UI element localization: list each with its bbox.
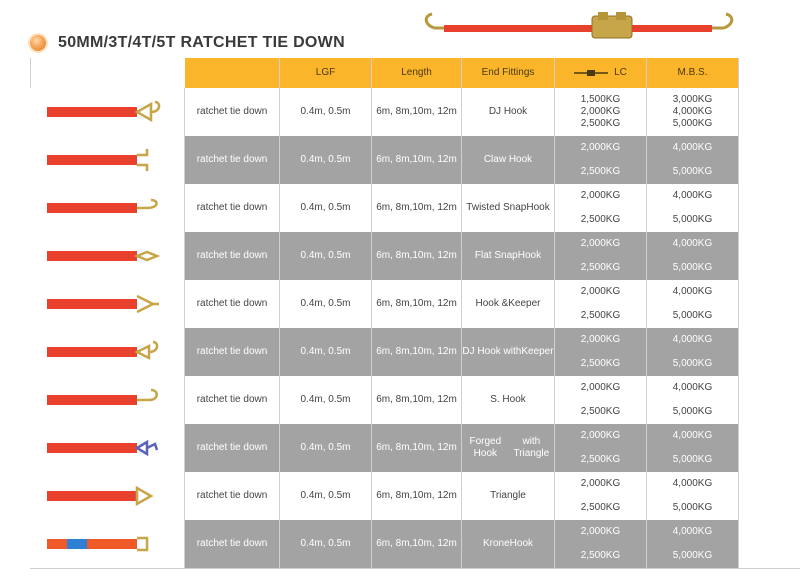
lgf-value: [280, 232, 372, 280]
dj-hook-icon: [47, 98, 167, 126]
product-desc: [185, 232, 280, 280]
length-value: [372, 472, 462, 520]
fitting-line-1: Forged Hook: [469, 436, 502, 459]
length-line-1: 6m, 8m,: [376, 250, 413, 261]
header-lc: [555, 58, 647, 88]
forged-hook-triangle-icon: [47, 434, 167, 462]
lc-cell: [555, 280, 647, 328]
mbs-cell: [647, 184, 739, 232]
product-desc: [185, 88, 280, 136]
lc-cell: [555, 472, 647, 520]
desc-text: ratchet tie down: [196, 442, 268, 453]
lc-value: 2,000KG: [580, 382, 621, 393]
lc-value: 2,000KG: [580, 334, 621, 345]
length-value: [372, 280, 462, 328]
desc-text: ratchet tie down: [196, 202, 268, 213]
lgf-text: 0.4m, 0.5m: [300, 298, 351, 309]
end-fitting-value: [462, 136, 555, 184]
length-line-2: 10m, 12m: [412, 298, 457, 309]
mbs-cell: [647, 136, 739, 184]
fitting-line-1: S. Hook: [490, 394, 526, 405]
header-length: Length: [372, 58, 462, 88]
length-arrow-icon: [574, 69, 608, 77]
lgf-value: [280, 136, 372, 184]
lc-value: 2,500KG: [580, 550, 621, 561]
length-value: [372, 232, 462, 280]
product-desc: [185, 184, 280, 232]
length-line-2: 10m, 12m: [412, 346, 457, 357]
desc-text: ratchet tie down: [196, 298, 268, 309]
mbs-value: 4,000KG: [672, 478, 713, 489]
mbs-cell: [647, 280, 739, 328]
table-row: [30, 520, 800, 568]
lc-cell: [555, 184, 647, 232]
lgf-value: [280, 424, 372, 472]
strap-image-cell: [30, 88, 185, 136]
header-product: [185, 58, 280, 88]
lgf-value: [280, 520, 372, 568]
mbs-cell: [647, 88, 739, 136]
fitting-line-1: Claw Hook: [483, 154, 533, 165]
mbs-value: 5,000KG: [672, 118, 713, 129]
header-end-fittings: End Fittings: [462, 58, 555, 88]
desc-text: ratchet tie down: [196, 106, 268, 117]
table-row: [30, 136, 800, 184]
mbs-value: 5,000KG: [672, 166, 713, 177]
product-desc: [185, 520, 280, 568]
fitting-line-2: Hook: [517, 250, 542, 261]
mbs-value: 5,000KG: [672, 214, 713, 225]
fitting-line-1: DJ Hook: [488, 106, 528, 117]
header-lc-label: LC: [614, 67, 627, 78]
length-line-2: 10m, 12m: [412, 154, 457, 165]
hook-keeper-icon: [47, 290, 167, 318]
lgf-value: [280, 376, 372, 424]
product-desc: [185, 376, 280, 424]
mbs-value: 4,000KG: [672, 526, 713, 537]
length-value: [372, 520, 462, 568]
table-header: [30, 58, 800, 88]
lc-cell: [555, 136, 647, 184]
lc-value: 2,500KG: [580, 310, 621, 321]
lc-value: 2,500KG: [580, 502, 621, 513]
desc-text: ratchet tie down: [196, 250, 268, 261]
fitting-line-1: Flat Snap: [474, 250, 518, 261]
flat-snap-hook-icon: [47, 242, 167, 270]
length-line-2: 10m, 12m: [412, 202, 457, 213]
mbs-value: 4,000KG: [672, 334, 713, 345]
mbs-value: 4,000KG: [672, 142, 713, 153]
desc-text: ratchet tie down: [196, 394, 268, 405]
lc-cell: [555, 424, 647, 472]
table-row: [30, 232, 800, 280]
fitting-line-1: Hook &: [475, 298, 509, 309]
mbs-cell: [647, 328, 739, 376]
fitting-line-2: Hook: [526, 202, 550, 213]
strap-image-cell: [30, 232, 185, 280]
mbs-value: 5,000KG: [672, 550, 713, 561]
length-line-2: 10m, 12m: [412, 538, 457, 549]
lgf-text: 0.4m, 0.5m: [300, 202, 351, 213]
desc-text: ratchet tie down: [196, 346, 268, 357]
length-line-1: 6m, 8m,: [376, 442, 413, 453]
mbs-cell: [647, 520, 739, 568]
length-line-2: 10m, 12m: [412, 250, 457, 261]
lc-value: 2,500KG: [580, 358, 621, 369]
s-hook-icon: [47, 386, 167, 414]
table-row: [30, 328, 800, 376]
krone-hook-icon: [47, 530, 167, 558]
mbs-value: 4,000KG: [672, 430, 713, 441]
page-title: 50MM/3T/4T/5T RATCHET TIE DOWN: [58, 34, 345, 51]
dj-hook-keeper-icon: [47, 338, 167, 366]
lgf-text: 0.4m, 0.5m: [300, 106, 351, 117]
length-line-1: 6m, 8m,: [376, 490, 413, 501]
mbs-value: 5,000KG: [672, 502, 713, 513]
lc-value: 2,000KG: [580, 142, 621, 153]
lgf-text: 0.4m, 0.5m: [300, 154, 351, 165]
end-fitting-value: [462, 328, 555, 376]
desc-text: ratchet tie down: [196, 490, 268, 501]
desc-text: ratchet tie down: [196, 154, 268, 165]
twisted-snap-hook-icon: [47, 194, 167, 222]
mbs-cell: [647, 472, 739, 520]
end-fitting-value: [462, 88, 555, 136]
page-header: [30, 32, 345, 54]
lgf-text: 0.4m, 0.5m: [300, 346, 351, 357]
end-fitting-value: [462, 520, 555, 568]
strap-image-cell: [30, 520, 185, 568]
strap-image-cell: [30, 328, 185, 376]
strap-image-cell: [30, 280, 185, 328]
length-line-2: 10m, 12m: [412, 442, 457, 453]
fitting-line-1: Triangle: [490, 490, 526, 501]
length-line-2: 10m, 12m: [412, 394, 457, 405]
length-value: [372, 184, 462, 232]
length-line-1: 6m, 8m,: [376, 538, 413, 549]
lc-value: 2,000KG: [580, 526, 621, 537]
claw-hook-icon: [47, 146, 167, 174]
mbs-cell: [647, 376, 739, 424]
lgf-text: 0.4m, 0.5m: [300, 538, 351, 549]
end-fitting-value: [462, 184, 555, 232]
lgf-value: [280, 88, 372, 136]
table-row: [30, 88, 800, 136]
product-table: [30, 58, 800, 568]
lc-value: 2,000KG: [580, 106, 621, 117]
fitting-line-1: DJ Hook with: [462, 346, 522, 357]
lgf-value: [280, 184, 372, 232]
header-mbs: M.B.S.: [647, 58, 739, 88]
lc-value: 2,000KG: [580, 190, 621, 201]
lc-cell: [555, 88, 647, 136]
lgf-value: [280, 280, 372, 328]
mbs-value: 5,000KG: [672, 310, 713, 321]
lc-cell: [555, 520, 647, 568]
mbs-value: 4,000KG: [672, 238, 713, 249]
strap-image-cell: [30, 472, 185, 520]
mbs-value: 5,000KG: [672, 406, 713, 417]
table-row: [30, 184, 800, 232]
strap-image-cell: [30, 136, 185, 184]
length-value: [372, 88, 462, 136]
lc-value: 2,500KG: [580, 214, 621, 225]
end-fitting-value: [462, 376, 555, 424]
lgf-text: 0.4m, 0.5m: [300, 394, 351, 405]
table-row: [30, 376, 800, 424]
fitting-line-1: Krone: [482, 538, 510, 549]
table-row: [30, 280, 800, 328]
product-desc: [185, 472, 280, 520]
lc-cell: [555, 232, 647, 280]
lc-cell: [555, 328, 647, 376]
lgf-text: 0.4m, 0.5m: [300, 250, 351, 261]
length-line-1: 6m, 8m,: [376, 202, 413, 213]
header-lgf: LGF: [280, 58, 372, 88]
fitting-line-2: Keeper: [508, 298, 541, 309]
length-line-2: 10m, 12m: [412, 106, 457, 117]
lgf-value: [280, 328, 372, 376]
strap-image-cell: [30, 376, 185, 424]
length-value: [372, 328, 462, 376]
triangle-ring-icon: [47, 482, 167, 510]
fitting-line-2: Keeper: [521, 346, 554, 357]
mbs-cell: [647, 232, 739, 280]
product-desc: [185, 328, 280, 376]
product-desc: [185, 424, 280, 472]
product-desc: [185, 280, 280, 328]
product-desc: [185, 136, 280, 184]
bullet-icon: [30, 35, 46, 51]
length-line-1: 6m, 8m,: [376, 298, 413, 309]
length-value: [372, 136, 462, 184]
fitting-line-1: Twisted Snap: [466, 202, 527, 213]
mbs-value: 5,000KG: [672, 454, 713, 465]
lc-value: 2,500KG: [580, 118, 621, 129]
mbs-value: 4,000KG: [672, 190, 713, 201]
table-bottom-border: [30, 568, 800, 569]
mbs-value: 4,000KG: [672, 382, 713, 393]
lc-value: 2,500KG: [580, 166, 621, 177]
strap-image-cell: [30, 184, 185, 232]
end-fitting-value: [462, 472, 555, 520]
lc-value: 2,000KG: [580, 478, 621, 489]
mbs-value: 3,000KG: [672, 94, 713, 105]
lc-value: 1,500KG: [580, 94, 621, 105]
lc-value: 2,500KG: [580, 406, 621, 417]
length-line-1: 6m, 8m,: [376, 394, 413, 405]
end-fitting-value: [462, 232, 555, 280]
lgf-text: 0.4m, 0.5m: [300, 442, 351, 453]
table-row: [30, 472, 800, 520]
lgf-text: 0.4m, 0.5m: [300, 490, 351, 501]
lc-value: 2,000KG: [580, 430, 621, 441]
desc-text: ratchet tie down: [196, 538, 268, 549]
mbs-value: 5,000KG: [672, 358, 713, 369]
end-fitting-value: [462, 280, 555, 328]
mbs-value: 4,000KG: [672, 106, 713, 117]
fitting-line-2: with Triangle: [513, 436, 550, 459]
mbs-value: 4,000KG: [672, 286, 713, 297]
fitting-line-2: Hook: [509, 538, 534, 549]
end-fitting-value: [462, 424, 555, 472]
lc-value: 2,000KG: [580, 238, 621, 249]
lc-value: 2,500KG: [580, 454, 621, 465]
length-value: [372, 376, 462, 424]
lgf-value: [280, 472, 372, 520]
mbs-value: 5,000KG: [672, 262, 713, 273]
length-line-1: 6m, 8m,: [376, 346, 413, 357]
lc-cell: [555, 376, 647, 424]
table-row: [30, 424, 800, 472]
mbs-cell: [647, 424, 739, 472]
lc-value: 2,000KG: [580, 286, 621, 297]
ratchet-strap-image: [420, 8, 750, 48]
length-value: [372, 424, 462, 472]
length-line-1: 6m, 8m,: [376, 106, 413, 117]
length-line-1: 6m, 8m,: [376, 154, 413, 165]
lc-value: 2,500KG: [580, 262, 621, 273]
length-line-2: 10m, 12m: [412, 490, 457, 501]
strap-image-cell: [30, 424, 185, 472]
